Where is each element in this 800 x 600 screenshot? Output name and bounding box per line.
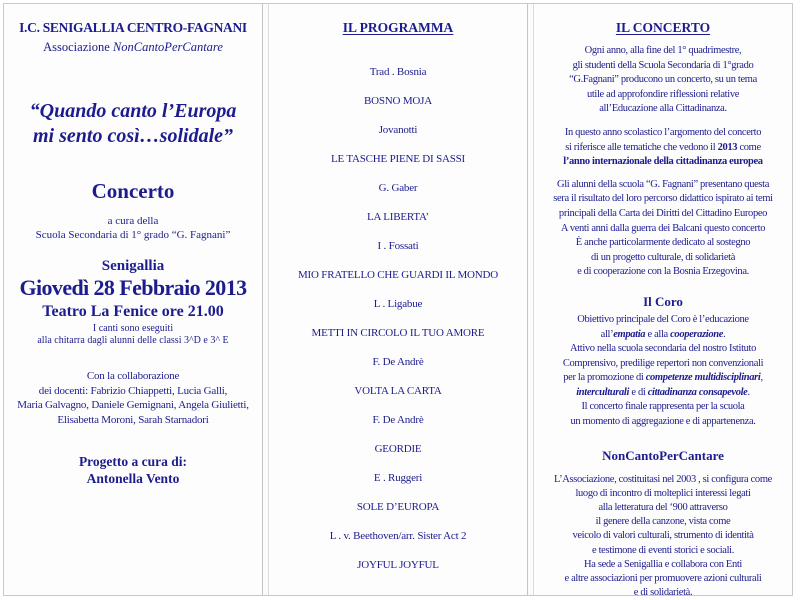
- curator-line: a cura della: [107, 215, 159, 227]
- collaboration-line: Maria Galvagno, Daniele Gemignani, Angela Giulietti,: [17, 399, 249, 411]
- coro-line: un momento di aggregazione e di appartenenza.: [570, 416, 756, 428]
- program-panel: [269, 4, 527, 595]
- concert-theme: [534, 126, 792, 170]
- school-title: I.C. SENIGALLIA CENTRO-FAGNANI: [19, 20, 247, 35]
- program-song: SOLE D’EUROPA: [356, 501, 440, 513]
- project-line: Progetto a cura di:: [78, 454, 188, 469]
- ncpc-paragraph: [534, 473, 792, 595]
- event-date: Giovedì 28 Febbraio 2013: [19, 275, 247, 300]
- program-title: IL PROGRAMMA: [342, 20, 454, 35]
- description-line: A venti anni dalla guerra dei Balcani questo concerto: [560, 222, 766, 234]
- program-list: [269, 66, 527, 572]
- description-line: sera il risultato del loro percorso didattico ispirato ai temi: [553, 193, 773, 205]
- fold-line: [527, 4, 534, 595]
- intro-line: “G.Fagnani” producono un concerto, su un tema: [569, 74, 757, 86]
- theme-line: si riferisce alle tematiche che vedono il 2013 come: [565, 141, 761, 153]
- ncpc-line: alla letteratura del ‘900 attraverso: [598, 502, 728, 514]
- fold-line: [262, 4, 269, 595]
- association-line: [4, 40, 262, 55]
- coro-line: per la promozione di competenze multidisciplinari,: [563, 372, 763, 384]
- event-title: Concerto: [91, 179, 175, 203]
- program-artist: G. Gaber: [378, 182, 418, 194]
- program-song: BOSNO MOJA: [364, 95, 432, 107]
- program-artist: I . Fossati: [377, 240, 419, 252]
- description-line: di un progetto culturale, di solidarietà: [590, 251, 736, 263]
- program-song: METTI IN CIRCOLO IL TUO AMORE: [311, 327, 485, 339]
- collaboration-line: Con la collaborazione: [86, 370, 180, 382]
- program-artist: F. De Andrè: [372, 414, 424, 426]
- coro-line: Il concerto finale rappresenta per la scuola: [581, 401, 745, 413]
- coro-title: Il Coro: [643, 293, 683, 309]
- ncpc-line: il genere della canzone, vista come: [595, 516, 731, 528]
- concert-panel: [534, 4, 792, 595]
- coro-line: Obiettivo principale del Coro è l’educazione: [577, 313, 749, 325]
- program-song: MIO FRATELLO CHE GUARDI IL MONDO: [297, 269, 499, 281]
- project-credit: [4, 453, 262, 487]
- cover-panel: [4, 4, 262, 595]
- performers-line: alla chitarra dagli alunni delle classi 3^D e 3^ E: [37, 335, 229, 346]
- concert-description: [534, 178, 792, 280]
- brochure-sheet: [3, 3, 793, 596]
- concert-quote: [4, 99, 262, 149]
- ncpc-line: e di solidarietà.: [633, 587, 693, 595]
- coro-paragraph: [534, 313, 792, 430]
- theme-line: In questo anno scolastico l’argomento del concerto: [564, 126, 762, 138]
- intro-line: utile ad approfondire riflessioni relative: [586, 88, 740, 100]
- ncpc-line: L’Associazione, costituitasi nel 2003 , si configura come: [554, 473, 772, 485]
- performers-line: I canti sono eseguiti: [92, 323, 174, 334]
- ncpc-line: Ha sede a Senigallia e collabora con Enti: [584, 558, 742, 570]
- ncpc-title: NonCantoPerCantare: [602, 447, 724, 463]
- coro-line: all’empatia e alla cooperazione.: [600, 328, 726, 340]
- program-artist: Trad . Bosnia: [369, 66, 427, 78]
- curator-line: Scuola Secondaria di 1° grado “G. Fagnani”: [35, 229, 231, 241]
- coro-line: Attivo nella scuola secondaria del nostro Istituto: [569, 343, 757, 355]
- coro-line: interculturali e di cittadinanza consapevole.: [576, 386, 750, 398]
- concert-title: IL CONCERTO: [615, 20, 711, 35]
- city-name: Senigallia: [101, 258, 165, 274]
- project-line: Antonella Vento: [86, 471, 180, 486]
- description-line: Gli alunni della scuola “G. Fagnani” presentano questa: [556, 178, 770, 190]
- program-artist: L . Ligabue: [373, 298, 423, 310]
- theme-line: l’anno internazionale della cittadinanza europea: [563, 156, 763, 168]
- quote-line: mi sento così…solidale”: [33, 125, 233, 147]
- association-name: NonCantoPerCantare: [112, 40, 223, 54]
- venue-line: Teatro La Fenice ore 21.00: [42, 303, 224, 320]
- description-line: principali della Carta dei Diritti del Cittadino Europeo: [558, 207, 768, 219]
- performers-note: [4, 323, 262, 347]
- ncpc-line: e altre associazioni per promuovere azioni culturali: [564, 573, 762, 585]
- collaboration-line: Elisabetta Moroni, Sarah Starnadori: [57, 413, 209, 426]
- intro-line: Ogni anno, alla fine del 1° quadrimestre,: [584, 45, 742, 56]
- program-song: LE TASCHE PIENE DI SASSI: [330, 153, 466, 165]
- program-artist: L . v. Beethoven/arr. Sister Act 2: [329, 530, 467, 542]
- program-artist: F. De Andrè: [372, 356, 424, 368]
- concert-intro: [534, 44, 792, 117]
- description-line: e di cooperazione con la Bosnia Erzegovina.: [577, 266, 749, 278]
- ncpc-line: veicolo di valori culturali, strumento di identità: [572, 530, 754, 542]
- program-song: GEORDIE: [374, 443, 422, 455]
- program-song: VOLTA LA CARTA: [354, 385, 442, 397]
- collaboration-block: [4, 369, 262, 427]
- program-artist: Jovanotti: [378, 124, 418, 136]
- program-artist: E . Ruggeri: [373, 472, 423, 484]
- description-line: È anche particolarmente dedicato al sostegno: [575, 237, 751, 249]
- intro-line: gli studenti della Scuola Secondaria di 1°grado: [572, 59, 754, 71]
- ncpc-line: e testimone di eventi storici e sociali.: [592, 544, 734, 556]
- ncpc-line: luogo di incontro di molteplici interessi legati: [575, 487, 751, 499]
- program-song: JOYFUL JOYFUL: [357, 559, 439, 571]
- curator-block: [4, 214, 262, 242]
- collaboration-line: dei docenti: Fabrizio Chiappetti, Lucia Galli,: [38, 384, 228, 397]
- association-prefix: Associazione: [43, 40, 113, 54]
- intro-line: all’Educazione alla Cittadinanza.: [599, 103, 727, 115]
- quote-line: “Quando canto l’Europa: [29, 100, 237, 122]
- coro-line: Comprensivo, predilige repertori non convenzionali: [562, 357, 764, 369]
- program-song: LA LIBERTA’: [367, 211, 429, 223]
